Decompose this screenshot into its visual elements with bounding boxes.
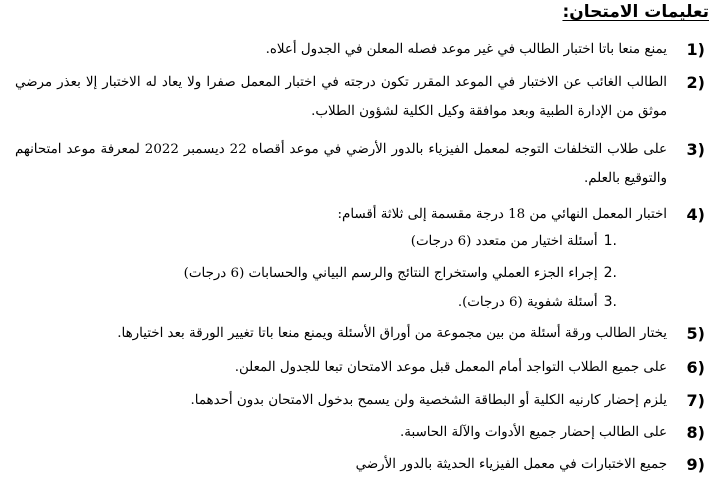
- subitem-2: [184, 265, 617, 281]
- item-text: على طلاب التخلفات التوجه لمعمل الفيزياء بالدور الأرضي في موعد أقصاه 22 ديسمبر 2022 لمعرفة موعد امتحانهم والتوقيع بالعلم.: [15, 142, 667, 186]
- instruction-item-7: [15, 389, 705, 413]
- instruction-item-6: [15, 356, 705, 380]
- subitem-3: [458, 294, 617, 310]
- item-text: على الطالب إحضار جميع الأدوات والآلة الحاسبة.: [400, 425, 667, 440]
- subitem-number: 1.: [603, 233, 617, 249]
- subitem-number: 3.: [603, 294, 617, 310]
- item-text: على جميع الطلاب التواجد أمام المعمل قبل موعد الامتحان تبعا للجدول المعلن.: [234, 360, 667, 375]
- item-text: اختبار المعمل النهائي من 18 درجة مقسمة إلى ثلاثة أقسام:: [337, 207, 667, 222]
- instruction-item-5: [15, 322, 705, 346]
- subitem-1: [411, 233, 617, 249]
- item-text: يمنع منعا باتا اختبار الطالب في غير موعد فصله المعلن في الجدول أعلاه.: [265, 42, 667, 57]
- item-number: 2): [686, 73, 705, 92]
- item-number: 5): [686, 324, 705, 343]
- instruction-item-1: [15, 38, 705, 62]
- instruction-item-8: [15, 421, 705, 445]
- item-number: 1): [686, 40, 705, 59]
- subitem-text: أسئلة شفوية (6 درجات).: [457, 294, 598, 310]
- instruction-item-9: [15, 453, 705, 477]
- item-text: يختار الطالب ورقة أسئلة من بين مجموعة من أوراق الأسئلة ويمنع منعا باتا تغيير الورقة بعد اختيارها.: [117, 326, 667, 341]
- instruction-item-4: [15, 203, 705, 227]
- instruction-item-3: [15, 138, 705, 193]
- item-number: 7): [686, 391, 705, 410]
- page-title: تعليمات الامتحان:: [562, 2, 709, 22]
- item-number: 3): [686, 140, 705, 159]
- item-number: 4): [686, 205, 705, 224]
- item-number: 9): [686, 455, 705, 474]
- item-number: 6): [686, 358, 705, 377]
- subitem-number: 2.: [603, 265, 617, 281]
- instruction-item-2: [15, 71, 705, 126]
- item-text: جميع الاختبارات في معمل الفيزياء الحديثة بالدور الأرضي: [355, 457, 667, 472]
- item-text: الطالب الغائب عن الاختبار في الموعد المقرر تكون درجته في اختبار المعمل صفرا ولا يعاد له الاختبار إلا بعذر مرضي موثق من الإدارة الطبية وبعد موافقة وكيل الكلية لشؤون الطلاب.: [15, 75, 667, 119]
- subitem-text: إجراء الجزء العملي واستخراج النتائج والرسم البياني والحسابات (6 درجات): [183, 265, 598, 281]
- item-text: يلزم إحضار كارنيه الكلية أو البطاقة الشخصية ولن يسمح بدخول الامتحان بدون أحدهما.: [190, 393, 667, 408]
- item-number: 8): [686, 423, 705, 442]
- subitem-text: أسئلة اختيار من متعدد (6 درجات): [410, 233, 598, 249]
